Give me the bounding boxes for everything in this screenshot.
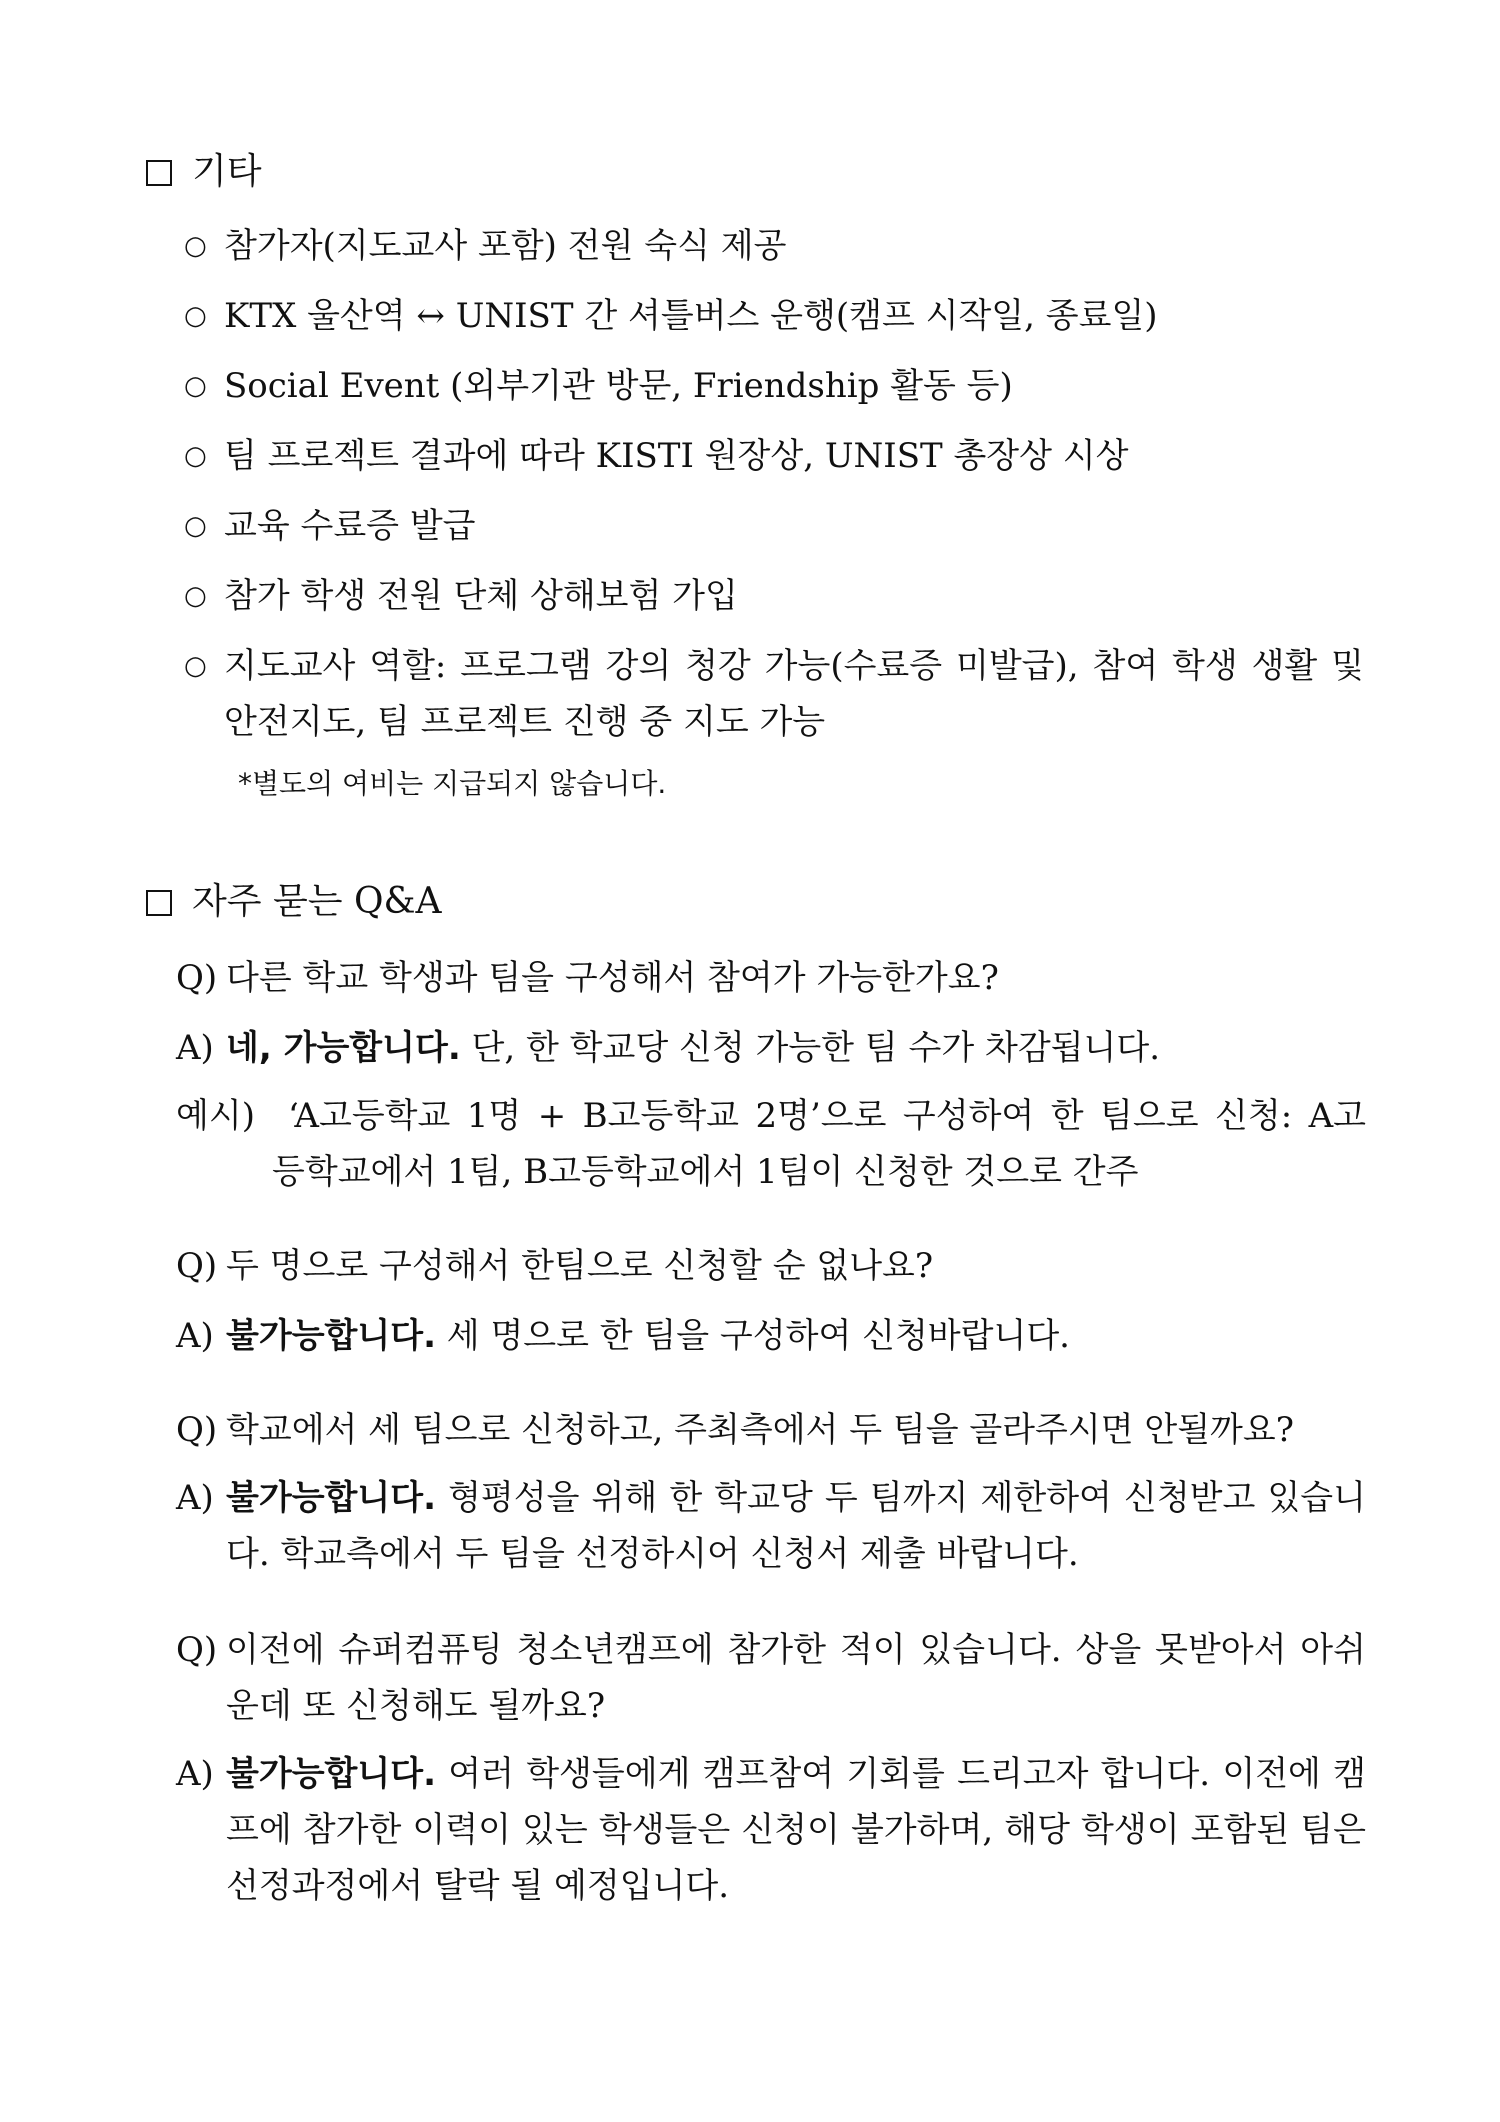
list-item-text: 교육 수료증 발급 bbox=[224, 506, 476, 546]
circle-bullet-icon: ○ bbox=[184, 581, 207, 611]
checkbox-icon bbox=[146, 890, 172, 916]
list-item-text: 팀 프로젝트 결과에 따라 KISTI 원장상, UNIST 총장상 시상 bbox=[224, 436, 1129, 476]
list-item bbox=[184, 498, 1364, 554]
list-item bbox=[184, 568, 1364, 624]
travel-expense-note: *별도의 여비는 지급되지 않습니다. bbox=[238, 767, 667, 800]
list-item bbox=[184, 428, 1364, 484]
list-item-text: Social Event (외부기관 방문, Friendship 활동 등) bbox=[224, 366, 1013, 406]
faq-answer bbox=[176, 1746, 1366, 1914]
question-prefix: Q) bbox=[176, 1630, 218, 1670]
answer-prefix: A) bbox=[176, 1028, 214, 1068]
example-line: 등학교에서 1팀, B고등학교에서 1팀이 신청한 것으로 간주 bbox=[272, 1152, 1139, 1192]
answer-prefix: A) bbox=[176, 1478, 214, 1518]
section-title: 자주 묻는 Q&A bbox=[192, 881, 442, 922]
answer-text bbox=[226, 1308, 1366, 1364]
faq-question bbox=[176, 1402, 1366, 1458]
list-item bbox=[184, 358, 1364, 414]
circle-bullet-icon: ○ bbox=[184, 371, 207, 401]
answer-body: 형평성을 위해 한 학교당 두 팀까지 제한하여 신청받고 있습니다. 학교측에서 두 팀을 선정하시어 신청서 제출 바랍니다. bbox=[226, 1478, 1366, 1574]
answer-text bbox=[226, 1020, 1366, 1076]
question-prefix: Q) bbox=[176, 1410, 218, 1450]
circle-bullet-icon: ○ bbox=[184, 651, 207, 681]
answer-body: 단, 한 학교당 신청 가능한 팀 수가 차감됩니다. bbox=[460, 1028, 1161, 1068]
faq-answer bbox=[176, 1020, 1366, 1076]
circle-bullet-icon: ○ bbox=[184, 231, 207, 261]
answer-body: 여러 학생들에게 캠프참여 기회를 드리고자 합니다. 이전에 캠프에 참가한 이력이 있는 학생들은 신청이 불가하며, 해당 학생이 포함된 팀은 선정과정에서 탈락 될 예정입니다. bbox=[226, 1754, 1366, 1906]
circle-bullet-icon: ○ bbox=[184, 301, 207, 331]
faq-answer bbox=[176, 1308, 1366, 1364]
faq-answer bbox=[176, 1470, 1366, 1582]
question-text: 다른 학교 학생과 팀을 구성해서 참여가 가능한가요? bbox=[226, 958, 999, 998]
list-item-text: KTX 울산역 ↔ UNIST 간 셔틀버스 운행(캠프 시작일, 종료일) bbox=[224, 296, 1158, 336]
question-text: 이전에 슈퍼컴퓨팅 청소년캠프에 참가한 적이 있습니다. 상을 못받아서 아쉬운데 또 신청해도 될까요? bbox=[226, 1630, 1366, 1726]
example-line: ‘A고등학교 1명 + B고등학교 2명’으로 구성하여 한 팀으로 신청: A고 bbox=[288, 1096, 1366, 1136]
section-heading-etc bbox=[146, 150, 262, 194]
answer-emphasis: 네, 가능합니다. bbox=[226, 1028, 461, 1068]
question-prefix: Q) bbox=[176, 1246, 218, 1286]
list-item-text: 참가 학생 전원 단체 상해보험 가입 bbox=[224, 576, 738, 616]
answer-text bbox=[226, 1470, 1366, 1582]
faq-question bbox=[176, 950, 1366, 1006]
question-text: 학교에서 세 팀으로 신청하고, 주최측에서 두 팀을 골라주시면 안될까요? bbox=[226, 1410, 1294, 1450]
faq-question bbox=[176, 1622, 1366, 1734]
faq-question bbox=[176, 1238, 1366, 1294]
answer-prefix: A) bbox=[176, 1316, 214, 1356]
list-item bbox=[184, 638, 1364, 750]
list-item-text: 참가자(지도교사 포함) 전원 숙식 제공 bbox=[224, 226, 787, 266]
answer-text bbox=[226, 1746, 1366, 1914]
question-prefix: Q) bbox=[176, 958, 218, 998]
section-title: 기타 bbox=[192, 151, 262, 192]
list-item bbox=[184, 288, 1364, 344]
answer-emphasis: 불가능합니다. bbox=[226, 1316, 436, 1356]
answer-body: 세 명으로 한 팀을 구성하여 신청바랍니다. bbox=[435, 1316, 1070, 1356]
faq-example bbox=[176, 1088, 1366, 1200]
answer-emphasis: 불가능합니다. bbox=[226, 1754, 436, 1794]
checkbox-icon bbox=[146, 160, 172, 186]
section-heading-faq bbox=[146, 880, 442, 924]
example-prefix: 예시) bbox=[176, 1096, 255, 1136]
answer-emphasis: 불가능합니다. bbox=[226, 1478, 436, 1518]
list-item-text: 지도교사 역할: 프로그램 강의 청강 가능(수료증 미발급), 참여 학생 생활 및 안전지도, 팀 프로젝트 진행 중 지도 가능 bbox=[224, 646, 1364, 742]
list-item bbox=[184, 218, 1364, 274]
circle-bullet-icon: ○ bbox=[184, 441, 207, 471]
question-text: 두 명으로 구성해서 한팀으로 신청할 순 없나요? bbox=[226, 1246, 934, 1286]
answer-prefix: A) bbox=[176, 1754, 214, 1794]
circle-bullet-icon: ○ bbox=[184, 511, 207, 541]
